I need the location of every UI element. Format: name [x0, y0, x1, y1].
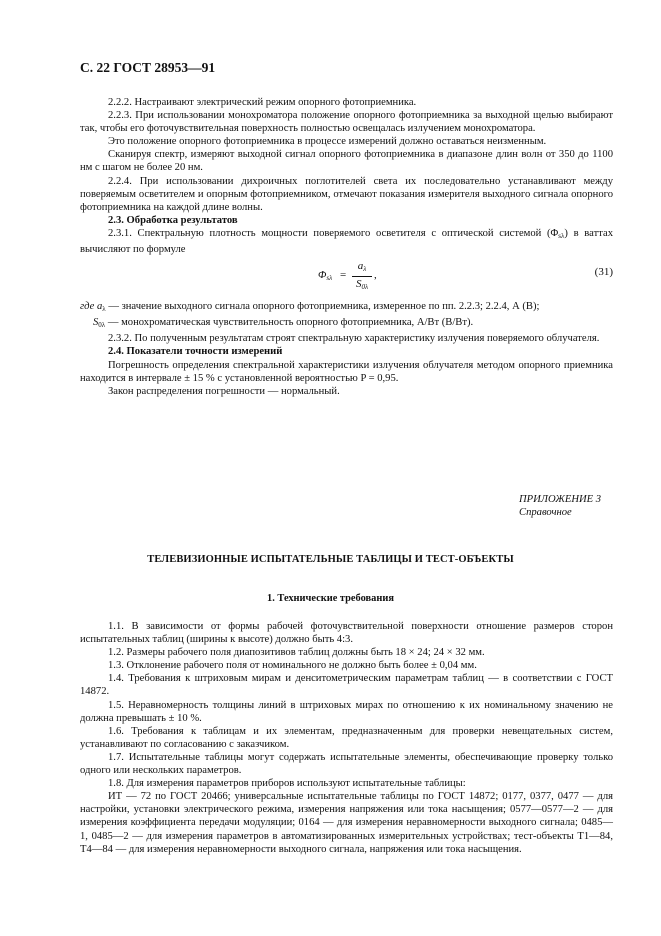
- paragraph-position-fixed: Это положение опорного фотоприемника в процессе измерений должно оставаться неизменным.: [108, 136, 547, 148]
- paragraph-2-2-2: 2.2.2. Настраивают электрический режим опорного фотоприемника.: [108, 97, 417, 108]
- paragraph-1-1: 1.1. В зависимости от формы рабочей фоточувствительной поверхности отношение размеров сторон испытательных таблиц (ширины к высоте) должно быть 4:3.: [80, 621, 613, 646]
- appendix-title: ТЕЛЕВИЗИОННЫЕ ИСПЫТАТЕЛЬНЫЕ ТАБЛИЦЫ И ТЕСТ-ОБЪЕКТЫ: [147, 554, 514, 565]
- heading-2-3: 2.3. Обработка результатов: [108, 214, 238, 226]
- paragraph-1-4: 1.4. Требования к штриховым мирам и денситометрическим параметрам таблиц — в соответствии с ГОСТ 14872.: [80, 673, 613, 698]
- appendix-type: Справочное: [519, 507, 572, 518]
- symbol-subscript: sλ: [558, 231, 565, 240]
- formula-comma: ,: [374, 269, 377, 282]
- paragraph-1-3: 1.3. Отклонение рабочего поля от номинального не должно быть более ± 0,04 мм.: [108, 660, 477, 672]
- where-s-definition: $S_{0\lambda}$ — монохроматическая чувствительность опорного фотоприемника, А/Вт (В/Вт).: [93, 317, 474, 330]
- formula-denominator: $S_{0\lambda}$: [355, 278, 369, 292]
- technical-requirements-body: [80, 620, 613, 856]
- section-2-body: [80, 96, 613, 398]
- paragraph-distribution: Закон распределения погрешности — нормальный.: [108, 385, 340, 397]
- appendix-number: ПРИЛОЖЕНИЕ 3: [519, 494, 602, 505]
- section-title: 1. Технические требования: [267, 593, 394, 604]
- heading-2-4: 2.4. Показатели точности измерений: [108, 346, 283, 358]
- text-2-3-1-a: 2.3.1. Спектральную плотность мощности поверяемого осветителя с оптической системой (Φ: [108, 227, 559, 239]
- paragraph-2-3-1: [80, 227, 613, 256]
- formula-31: [80, 260, 613, 300]
- formula-lhs: $\Phi_{s\lambda}$: [318, 269, 333, 283]
- paragraph-1-2: 1.2. Размеры рабочего поля диапозитивов таблиц должны быть 18 × 24; 24 × 32 мм.: [108, 647, 485, 659]
- paragraph-1-6: 1.6. Требования к таблицам и их элементам, предназначенным для проверки невещательных систем, устанавливают по согласованию с заказчиком.: [80, 725, 613, 750]
- paragraph-2-2-3: 2.2.3. При использовании монохроматора положение опорного фотоприемника за выходной щелью выбирают так, чтобы его фоточувствительная поверхность полностью освещалась излучением монохроматора.: [80, 110, 613, 135]
- page-header: С. 22 ГОСТ 28953—91: [80, 60, 216, 75]
- formula-number: (31): [594, 266, 613, 279]
- where-a-definition: где $a_\lambda$ — значение выходного сигнала опорного фотоприемника, измеренное по пп. 2.2.3; 2.2.4, А (В);: [80, 301, 540, 314]
- paragraph-2-2-4: 2.2.4. При использовании дихроичных поглотителей света их последовательно устанавливают между поверяемым осветителем и опорным фотоприемником, отмечают показания измерителя выходного сигнала опорного фотоприемника на каждой длине волны.: [80, 175, 613, 213]
- appendix-label: [519, 493, 601, 519]
- formula-equals: =: [340, 269, 347, 282]
- formula-numerator: $a_\lambda$: [352, 260, 372, 277]
- formula-fraction: [352, 260, 372, 294]
- paragraph-1-8: 1.8. Для измерения параметров приборов используют испытательные таблицы:: [108, 778, 466, 790]
- paragraph-test-tables: ИТ — 72 по ГОСТ 20466; универсальные испытательные таблицы по ГОСТ 14872; 0177, 0377, 0477 — для настройки, установки электрического режима, измерения напряжения или тока насыщения; 0577—0577—2 — для измерения коэффициента передачи модуляции; 0164 — для измерения неравномерности выходного сигнала; 0485—1, 0485—2 — для измерения параметров в автоматизированных измерительных устройствах; тест-объекты Т1—84, Т4—84 — для измерения неравномерности выходного сигнала, напряжения или тока насыщения.: [80, 791, 613, 855]
- paragraph-2-3-2: 2.3.2. По полученным результатам строят спектральную характеристику излучения поверяемого облучателя.: [108, 333, 600, 345]
- text-2-3-1-b: ) в ваттах вычисляют по формуле: [80, 227, 613, 256]
- paragraph-accuracy: Погрешность определения спектральной характеристики излучения облучателя методом опорного приемника находится в интервале ± 15 % с установленной вероятностью P = 0,95.: [80, 359, 613, 384]
- paragraph-1-7: 1.7. Испытательные таблицы могут содержать испытательные элементы, обеспечивающие проверку только одного или нескольких параметров.: [80, 751, 613, 777]
- paragraph-scanning: Сканируя спектр, измеряют выходной сигнал опорного фотоприемника в диапазоне длин волн от 350 до 1100 нм с шагом не более 20 нм.: [80, 149, 613, 174]
- paragraph-1-5: 1.5. Неравномерность толщины линий в штриховых мирах по отношению к их номинальному значению не должна превышать ± 10 %.: [80, 699, 613, 724]
